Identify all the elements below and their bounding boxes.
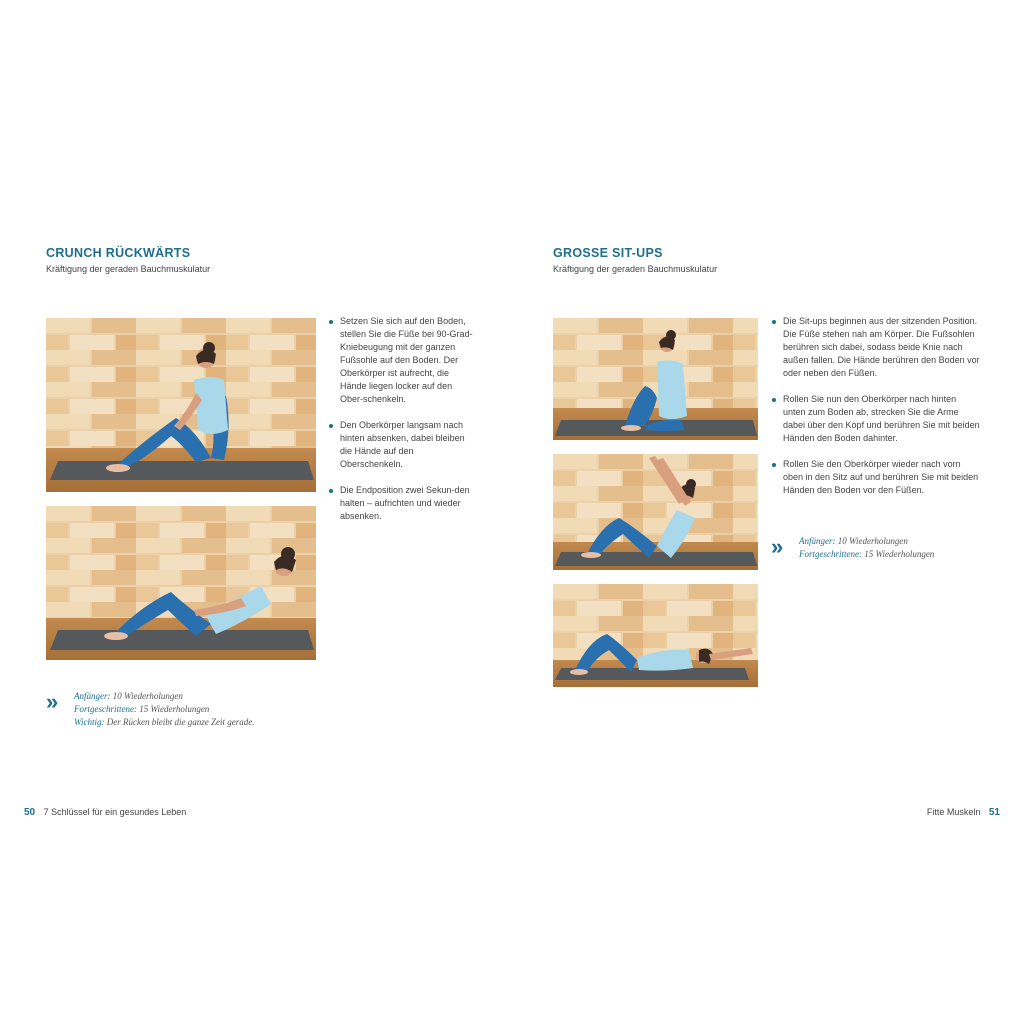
right-exercise-title: GROSSE SIT-UPS [553,246,663,260]
beginner-value: 10 Wiederholungen [112,691,183,701]
important-value: Der Rücken bleibt die ganze Zeit gerade. [106,717,255,727]
left-instruction-item: Setzen Sie sich auf den Boden, stellen Sie die Füße bei 90-Grad-Kniebeugung mit der ganzen Fußsohle auf den Boden. Der Oberkörper ist aufrecht, die Hände liegen locker auf den Ober-schenkeln. [328,315,476,406]
beginner-value: 10 Wiederholungen [837,536,908,546]
beginner-label: Anfänger: [74,691,111,701]
left-instruction-item: Die Endposition zwei Sekun-den halten – aufrichten und wieder absenken. [328,484,476,523]
right-footer [927,807,1000,818]
right-running-title: Fitte Muskeln [926,807,981,817]
crunch-end-photo [46,506,316,660]
left-instruction-item: Den Oberkörper langsam nach hinten absenken, dabei bleiben die Hände auf den Oberschenkeln. [328,419,476,471]
double-chevron-right-icon: » [771,534,784,559]
advanced-label: Fortgeschrittene: [74,704,137,714]
advanced-label: Fortgeschrittene: [799,549,862,559]
left-footer [24,807,186,818]
situp-lying-photo [553,584,758,687]
right-instruction-list [771,315,981,510]
beginner-label: Anfänger: [799,536,836,546]
important-label: Wichtig: [74,717,105,727]
situp-start-photo [553,318,758,440]
right-exercise-subtitle: Kräftigung der geraden Bauchmuskulatur [553,264,718,274]
right-instruction-item: Die Sit-ups beginnen aus der sitzenden Position. Die Füße stehen nah am Körper. Die Fußsohlen berühren sich dabei, sodass beide Knie nach außen fallen. Die Hände berühren den Boden vor oder neben den Füßen. [771,315,981,380]
left-repetition-note [74,690,334,729]
situp-rolling-photo [553,454,758,570]
left-exercise-subtitle: Kräftigung der geraden Bauchmuskulatur [46,264,211,274]
right-instruction-item: Rollen Sie den Oberkörper wieder nach vorn oben in den Sitz auf und berühren Sie mit beiden Händen den Boden vor den Füßen. [771,458,981,497]
double-chevron-right-icon: » [46,689,59,714]
right-page-number: 51 [988,807,1000,818]
left-running-title: 7 Schlüssel für ein gesundes Leben [43,807,187,817]
left-instruction-list [328,315,476,536]
right-repetition-note [799,535,999,561]
left-exercise-title: CRUNCH RÜCKWÄRTS [46,246,191,260]
advanced-value: 15 Wiederholungen [864,549,935,559]
crunch-start-photo [46,318,316,492]
left-page-number: 50 [24,807,36,818]
right-instruction-item: Rollen Sie nun den Oberkörper nach hinten unten zum Boden ab, strecken Sie die Arme dabei über den Kopf und berühren Sie mit beiden Händen den Boden dahinter. [771,393,981,445]
advanced-value: 15 Wiederholungen [139,704,210,714]
